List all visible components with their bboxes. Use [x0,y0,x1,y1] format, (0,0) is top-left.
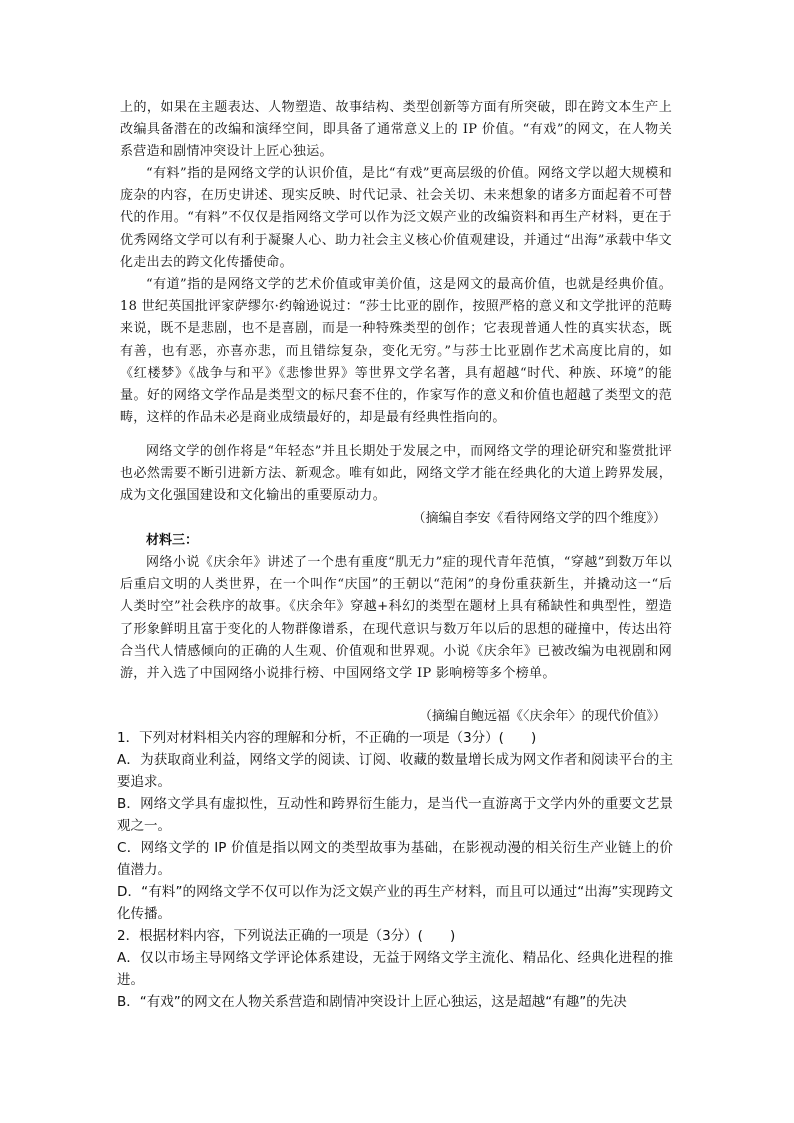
question-1-option-b: B．网络文学具有虚拟性，互动性和跨界衍生能力，是当代一直游离于文学内外的重要文艺景观之一。 [117,796,673,835]
question-2-stem: 2．根据材料内容，下列说法正确的一项是（3分）( ) [117,928,456,944]
question-1-stem: 1．下列对材料相关内容的理解和分析，不正确的一项是（3分）( ) [117,730,537,746]
question-2-option-a: A．仅以市场主导网络文学评论体系建设，无益于网络文学主流化、精品化、经典化进程的推进。 [117,950,673,989]
material3-body: 网络小说《庆余年》讲述了一个患有重度“肌无力”症的现代青年范慎，“穿越”到数万年以后重启文明的人类世界，在一个叫作“庆国”的王朝以“范闲”的身份重获新生，并撬动这一“后人类时空”社会秩序的故事。《庆余年》穿越+科幻的类型在题材上具有稀缺性和典型性，塑造了形象鲜明且富于变化的人物群像谱系，在现代意识与数万年以后的思想的碰撞中，传达出符合当代人情感倾向的正确的人生观、价值观和世界观。小说《庆余年》已被改编为电视剧和网游，并入选了中国网络小说排行榜、中国网络文学 IP 影响榜等多个榜单。 [120,555,672,682]
question-1-option-a: A．为获取商业利益，网络文学的阅读、订阅、收藏的数量增长成为网文作者和阅读平台的主要追求。 [117,752,673,791]
material2-youliao-paragraph: “有料”指的是网络文学的认识价值，是比“有戏”更高层级的价值。网络文学以超大规模和庞杂的内容，在历史讲述、现实反映、时代记录、社会关切、未来想象的诸多方面起着不可替代的作用。“有料”不仅仅是指网络文学可以作为泛文娱产业的改编资料和再生产材料，更在于优秀网络文学可以有利于凝聚人心、助力社会主义核心价值观建设，并通过“出海”承载中华文化走出去的跨文化传播使命。 [120,166,672,270]
material3-source: （摘编自鲍远福《〈庆余年〉的现代价值》） [418,709,666,724]
material3-label: 材料三： [146,533,199,548]
material2-source: （摘编自李安《看待网络文学的四个维度》） [412,511,666,526]
material2-youxi-paragraph-end: 上的，如果在主题表达、人物塑造、故事结构、类型创新等方面有所突破，即在跨文本生产上改编具备潜在的改编和演绎空间，即具备了通常意义上的 IP 价值。“有戏”的网文，在人物关系营造和剧情冲突设计上匠心独运。 [120,100,672,160]
question-1-option-c: C．网络文学的 IP 价值是指以网文的类型故事为基础，在影视动漫的相关衍生产业链上的价值潜力。 [117,840,673,879]
material2-conclusion-paragraph: 网络文学的创作将是“年轻态”并且长期处于发展之中，而网络文学的理论研究和鉴赏批评也必然需要不断引进新方法、新观念。唯有如此，网络文学才能在经典化的大道上跨界发展，成为文化强国建设和文化输出的重要原动力。 [120,444,672,504]
question-1-option-d: D．“有料”的网络文学不仅可以作为泛文娱产业的再生产材料，而且可以通过“出海”实现跨文化传播。 [117,884,673,923]
material2-youdao-paragraph: “有道”指的是网络文学的艺术价值或审美价值，这是网文的最高价值，也就是经典价值。18 世纪英国批评家萨缪尔·约翰逊说过：“莎士比亚的剧作，按照严格的意义和文学批评的范畴来说，既不是悲剧，也不是喜剧，而是一种特殊类型的创作；它表现普通人性的真实状态，既有善，也有恶，亦喜亦悲，而且错综复杂，变化无穷。”与莎士比亚剧作艺术高度比肩的，如《红楼梦》《战争与和平》《悲惨世界》等世界文学名著，具有超越“时代、种族、环境”的能量。好的网络文学作品是类型文的标尺套不住的，作家写作的意义和价值也超越了类型文的范畴，这样的作品未必是商业成绩最好的，却是最有经典性指向的。 [120,277,672,426]
question-2-option-b: B．“有戏”的网文在人物关系营造和剧情冲突设计上匠心独运，这是超越“有趣”的先决 [117,994,627,1010]
